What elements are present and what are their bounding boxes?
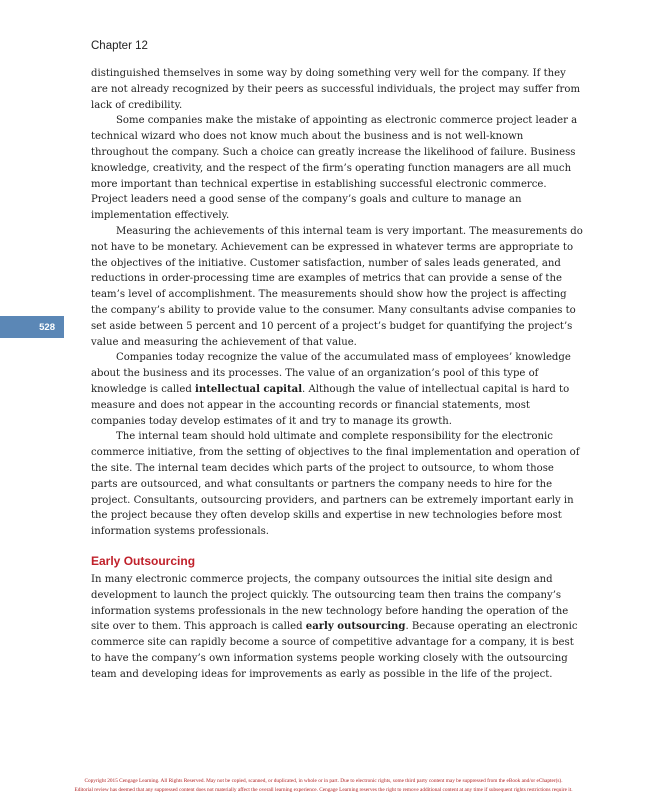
page-number-tab xyxy=(0,316,64,338)
copyright-footer xyxy=(0,777,647,795)
text-span: . Because operating an electronic commerce site can rapidly become a source of competitive advantage for a company, it is best to have the company’s own information systems people working closely with the outsourcing team and developing ideas for improvements as early as possible in the life of the project. xyxy=(91,621,578,680)
main-text xyxy=(91,66,583,682)
paragraph-early-outsourcing xyxy=(91,572,583,683)
section-heading: Early Outsourcing xyxy=(91,553,196,568)
paragraph-project-leader: Some companies make the mistake of appointing as electronic commerce project leader a technical wizard who does not know much about the business and is not well-known throughout the company. Such a choice can greatly increase the likelihood of failure. Business knowledge, creativity, and the respect of the firm’s operating function managers are all much more important than technical expertise in establishing successful electronic commerce. Project leaders need a good sense of the company’s goals and culture to manage an implementation effectively. xyxy=(91,115,578,222)
paragraph-intellectual-capital xyxy=(91,350,583,429)
copyright-line-2: Editorial review has deemed that any suppressed content does not materially affect the overall learning experience. Cengage Learning reserves the right to remove additional content at any time if subsequent rights restrictions require it. xyxy=(74,787,573,793)
paragraph-continued: distinguished themselves in some way by doing something very well for the company. If they are not already recognized by their peers as successful individuals, the project may suffer from lack of credibility. xyxy=(91,68,581,111)
key-term-early-outsourcing: early outsourcing xyxy=(305,621,406,633)
paragraph-internal-team: The internal team should hold ultimate and complete responsibility for the electronic commerce initiative, from the setting of objectives to the final implementation and operation of the site. The internal team decides which parts of the project to outsource, to whom those parts are outsourced, and what consultants or partners the company needs to hire for the project. Consultants, outsourcing providers, and partners can be extremely important early in the project because they often develop skills and expertise in new technologies before most information systems professionals. xyxy=(91,431,580,538)
text-span: In many electronic commerce projects, the company outsources the initial site design and development to launch the project quickly. The outsourcing team then trains the company’s information systems professionals in the new technology before handing the operation of the site over to them. This approach is called xyxy=(91,573,569,633)
page-number: 528 xyxy=(39,321,55,333)
chapter-header: Chapter 12 xyxy=(91,40,148,52)
text-span: Companies today recognize the value of the accumulated mass of employees’ knowledge about the business and its processes. The value of an organization’s pool of this type of knowledge is called xyxy=(91,352,571,395)
copyright-line-1: Copyright 2015 Cengage Learning. All Rights Reserved. May not be copied, scanned, or duplicated, in whole or in part. Due to electronic rights, some third party content may be suppressed from the eBook and/or eChapter(s). xyxy=(84,778,563,784)
text-span: . Although the value of intellectual capital is hard to measure and does not appear in the accounting records or financial statements, most companies today develop estimates of it and try to manage its growth. xyxy=(91,383,570,427)
paragraph-measuring-achievements: Measuring the achievements of this internal team is very important. The measurements do not have to be monetary. Achievement can be expressed in whatever terms are appropriate to the objectives of the initiative. Customer satisfaction, number of sales leads generated, and reductions in order-processing time are examples of metrics that can provide a sense of the team’s level of accomplishment. The measurements should show how the project is affecting the company’s ability to provide value to the consumer. Many consultants advise companies to set aside between 5 percent and 10 percent of a project’s budget for quantifying the project’s value and measuring the achievement of that value. xyxy=(91,225,583,348)
key-term-intellectual-capital: intellectual capital xyxy=(195,383,303,395)
